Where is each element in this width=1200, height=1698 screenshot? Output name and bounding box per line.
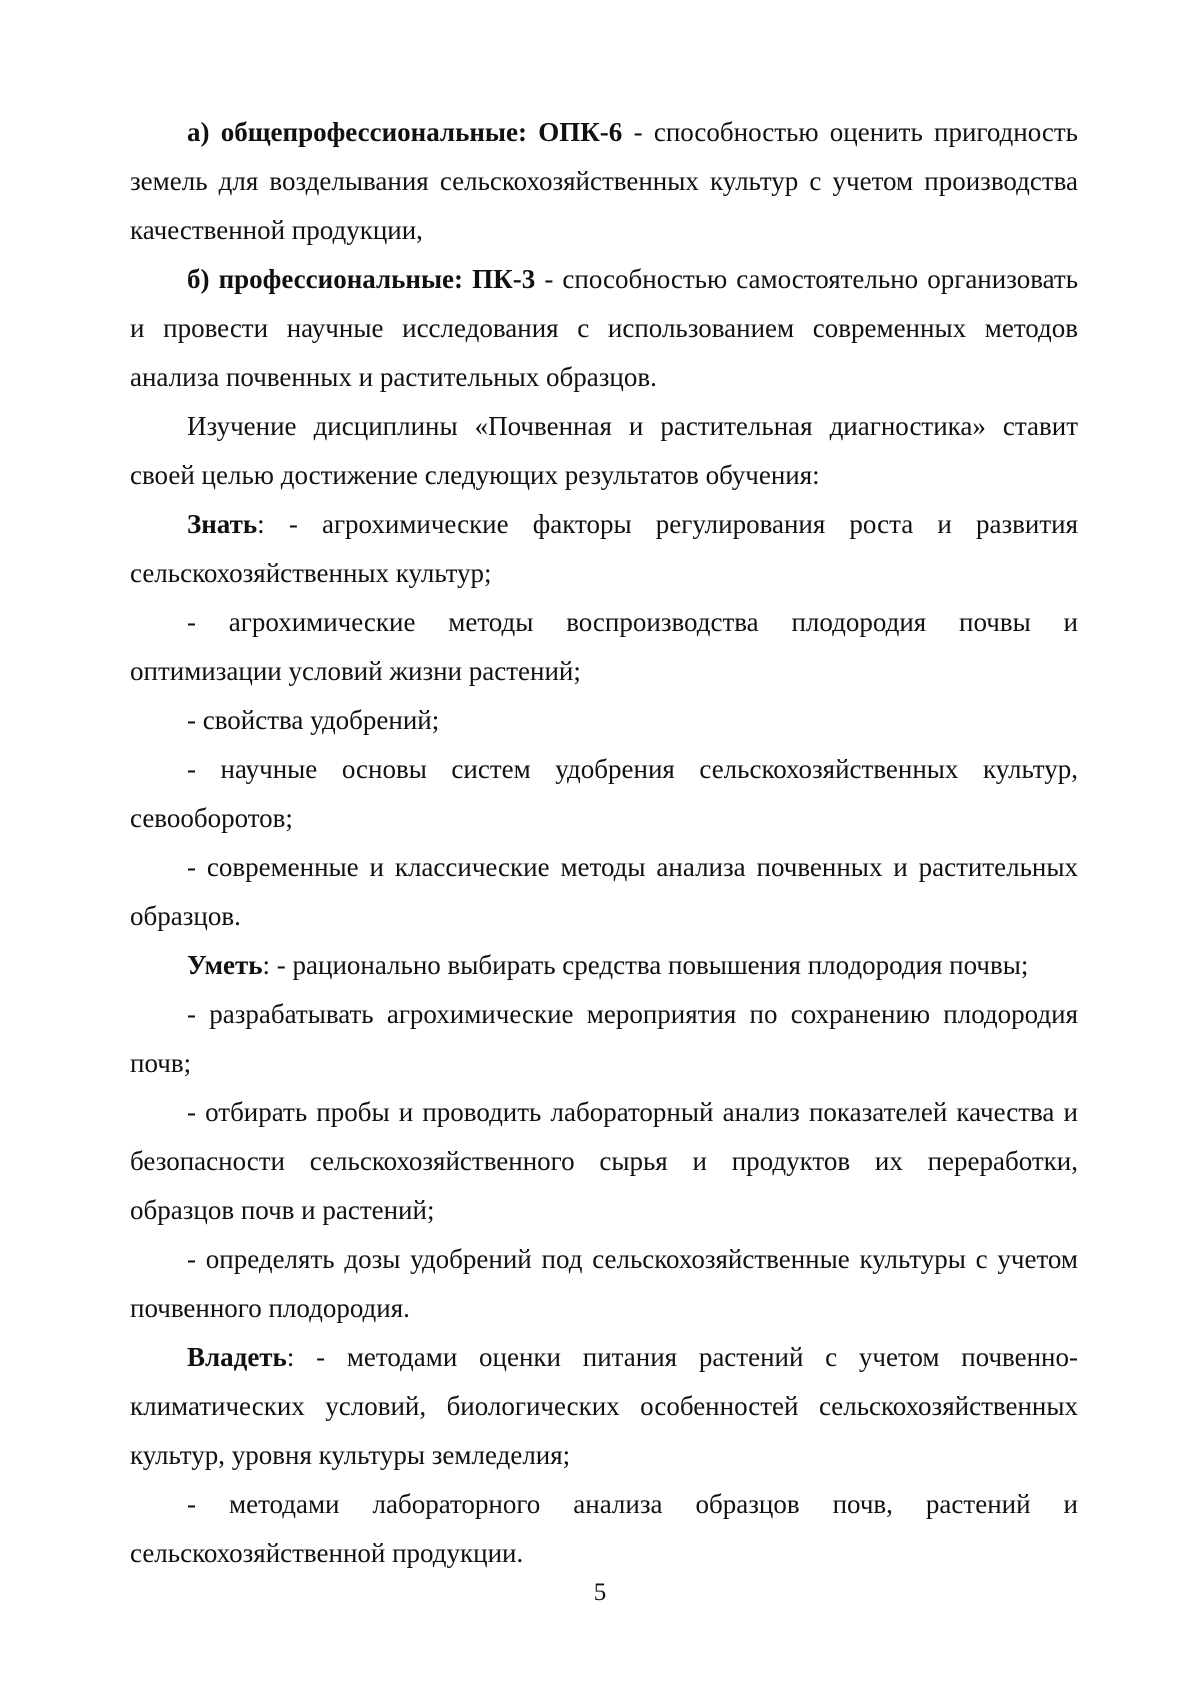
competency-professional — [130, 255, 1078, 402]
master-paragraph — [130, 1333, 1078, 1480]
competency-general-text: - способностью оценить пригодность земель для возделывания сельскохозяйственных культур с учетом производства качественной продукции, — [130, 117, 1078, 245]
master-first-item: : - методами оценки питания растений с учетом почвенно-климатических условий, биологических особенностей сельскохозяйственных культур, уровня культуры земледелия; — [130, 1342, 1078, 1470]
know-item: - свойства удобрений; — [187, 705, 440, 735]
competency-professional-label: профессиональные: ПК-3 — [218, 264, 536, 294]
able-paragraph — [130, 941, 1078, 990]
competency-general — [130, 108, 1078, 255]
competency-professional-prefix: б) — [187, 264, 219, 294]
know-item: - агрохимические методы воспроизводства плодородия почвы и оптимизации условий жизни растений; — [130, 607, 1078, 686]
intro-paragraph: Изучение дисциплины «Почвенная и растительная диагностика» ставит своей целью достижение следующих результатов обучения: — [130, 411, 1078, 490]
page-body — [130, 108, 1078, 1578]
competency-general-prefix: а) — [187, 117, 221, 147]
able-item: - определять дозы удобрений под сельскохозяйственные культуры с учетом почвенного плодородия. — [130, 1244, 1078, 1323]
able-first-item: : - рационально выбирать средства повышения плодородия почвы; — [262, 950, 1029, 980]
master-label: Владеть — [187, 1342, 287, 1372]
know-item: - современные и классические методы анализа почвенных и растительных образцов. — [130, 852, 1078, 931]
know-item: - научные основы систем удобрения сельскохозяйственных культур, севооборотов; — [130, 754, 1078, 833]
page-number: 5 — [593, 1579, 607, 1606]
know-first-item: : - агрохимические факторы регулирования роста и развития сельскохозяйственных культур; — [130, 509, 1078, 588]
able-item: - отбирать пробы и проводить лабораторный анализ показателей качества и безопасности сельскохозяйственного сырья и продуктов их переработки, образцов почв и растений; — [130, 1097, 1078, 1225]
able-item: - разрабатывать агрохимические мероприятия по сохранению плодородия почв; — [130, 999, 1078, 1078]
know-paragraph — [130, 500, 1078, 598]
competency-professional-text: - способностью самостоятельно организовать и провести научные исследования с использованием современных методов анализа почвенных и растительных образцов. — [130, 264, 1079, 392]
able-label: Уметь — [187, 950, 263, 980]
master-item: - методами лабораторного анализа образцов почв, растений и сельскохозяйственной продукции. — [130, 1489, 1078, 1568]
competency-general-label: общепрофессиональные: ОПК-6 — [220, 117, 623, 147]
know-label: Знать — [187, 509, 258, 539]
